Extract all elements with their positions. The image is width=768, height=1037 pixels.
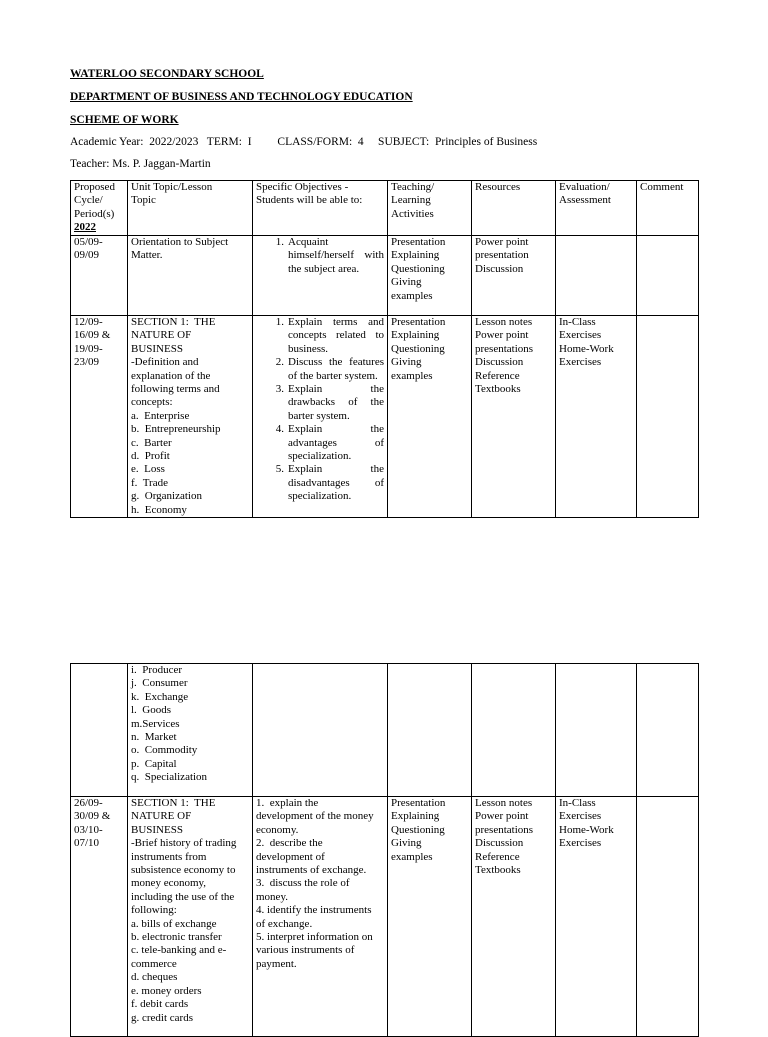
table-row (71, 797, 699, 1037)
comment-cell (637, 316, 699, 518)
evaluation-cell-line: In-Class (559, 797, 596, 809)
resources-cell (472, 236, 556, 316)
resources-cell-line: Lesson notes (475, 316, 533, 328)
topic-cell-line: -Definition and (131, 356, 199, 369)
objective-item (275, 383, 384, 423)
objective-text: Discuss the features of the barter system. (288, 356, 384, 382)
topic-cell-line: e. money orders (131, 984, 202, 997)
evaluation-cell (556, 316, 637, 518)
col-header-objectives: Specific Objectives - Students will be able to: (253, 181, 388, 236)
objectives-list (256, 316, 384, 504)
topic-cell-line: SECTION 1: THE (131, 316, 216, 328)
objective-item (275, 316, 384, 356)
objective-item (275, 356, 384, 383)
activities-cell-line: Giving (391, 837, 422, 850)
resources-cell-line: Textbooks (475, 864, 521, 877)
objective-number: 1. (275, 236, 284, 248)
objectives-cell-line: development of (256, 850, 325, 863)
topic-cell-line: k. Exchange (131, 690, 189, 703)
topic-cell-line: p. Capital (131, 757, 177, 770)
header-row (71, 181, 699, 236)
activities-cell (388, 316, 472, 518)
topic-cell-line: a. bills of exchange (131, 917, 217, 930)
activities-cell-line: Questioning (391, 823, 445, 836)
period-cell-line: 05/09- (74, 236, 103, 248)
objective-item (275, 463, 384, 503)
period-cell-line: 19/09- (74, 342, 103, 355)
topic-cell-line: d. cheques (131, 971, 178, 984)
evaluation-cell-line: Home-Work (559, 342, 614, 355)
objective-number: 1. (275, 316, 284, 328)
department-name: DEPARTMENT OF BUSINESS AND TECHNOLOGY EDUCATION (70, 91, 413, 103)
objective-text: Explain the disadvantages of specialization. (288, 463, 384, 503)
scheme-table-page1 (70, 180, 699, 518)
period-cell-line: 03/10- (74, 823, 103, 836)
resources-cell-line: Textbooks (475, 383, 521, 396)
year-label: 2022 (74, 221, 96, 234)
objectives-cell-line: 5. interpret information on (256, 931, 373, 944)
resources-cell (472, 316, 556, 518)
objective-text: Explain terms and concepts related to business. (288, 316, 384, 355)
topic-cell-line: money economy, (131, 877, 207, 890)
topic-cell-line: explanation of the (131, 369, 211, 382)
meta-line: Academic Year: 2022/2023 TERM: I CLASS/FORM: 4 SUBJECT: Principles of Business (70, 136, 538, 148)
resources-cell-line: presentations (475, 823, 534, 836)
topic-cell-line: b. electronic transfer (131, 931, 222, 944)
resources-cell-line: Lesson notes (475, 797, 533, 809)
period-cell-line: 16/09 & (74, 329, 111, 342)
topic-cell-line: e. Loss (131, 463, 165, 476)
objective-number: 2. (275, 356, 284, 369)
col-header-comment: Comment (637, 181, 699, 236)
table-row (71, 236, 699, 316)
objectives-cell-line: instruments of exchange. (256, 864, 367, 877)
objectives-cell-line: of exchange. (256, 917, 313, 930)
objective-text: Acquaint himself/herself with the subject area. (288, 236, 384, 275)
objective-number: 3. (275, 383, 284, 396)
objectives-cell-line: 3. discuss the role of (256, 877, 350, 890)
topic-cell-line: -Brief history of trading (131, 837, 237, 850)
objectives-cell-line: payment. (256, 957, 297, 970)
topic-cell-line: f. Trade (131, 476, 168, 489)
objectives-cell (253, 316, 388, 518)
activities-cell (388, 797, 472, 1037)
comment-cell (637, 797, 699, 1037)
topic-cell-line: following: (131, 904, 177, 917)
table-row (71, 316, 699, 518)
topic-cell-line: Orientation to Subject (131, 236, 229, 248)
scheme-table-page2 (70, 663, 699, 1037)
col-header-activities: Teaching/ Learning Activities (388, 181, 472, 236)
topic-cell-line: NATURE OF (131, 329, 192, 342)
activities-cell-line: Explaining (391, 249, 440, 262)
school-name: WATERLOO SECONDARY SCHOOL (70, 68, 264, 80)
resources-cell-line: Reference (475, 850, 520, 863)
topic-cell-line: l. Goods (131, 704, 172, 717)
objective-number: 5. (275, 463, 284, 476)
topic-cell-line: c. Barter (131, 436, 172, 449)
objectives-list (256, 236, 384, 276)
period-cell-line: 30/09 & (74, 810, 111, 823)
objective-item (275, 236, 384, 276)
period-cell-line: 09/09 (74, 249, 100, 262)
activities-cell-line: Questioning (391, 262, 445, 275)
activities-cell-line: Presentation (391, 797, 446, 809)
topic-cell-line: q. Specialization (131, 771, 208, 784)
topic-cell (128, 236, 253, 316)
col-header-topic: Unit Topic/Lesson Topic (128, 181, 253, 236)
topic-cell-line: BUSINESS (131, 342, 183, 355)
activities-cell-line: examples (391, 369, 433, 382)
topic-cell-line: d. Profit (131, 450, 170, 463)
topic-cell-line: o. Commodity (131, 744, 198, 757)
resources-cell-line: presentations (475, 342, 534, 355)
teacher-line: Teacher: Ms. P. Jaggan-Martin (70, 158, 211, 170)
topic-cell-line: f. debit cards (131, 998, 189, 1011)
resources-cell-line: Discussion (475, 262, 524, 275)
objective-text: Explain the advantages of specialization. (288, 423, 384, 463)
resources-cell-line: Power point (475, 329, 529, 342)
document-title: SCHEME OF WORK (70, 114, 179, 126)
resources-cell-line: Discussion (475, 837, 524, 850)
activities-cell-line: Presentation (391, 236, 446, 248)
evaluation-cell-line: In-Class (559, 316, 596, 328)
objectives-cell-line: economy. (256, 823, 299, 836)
topic-cell-line: subsistence economy to (131, 864, 236, 877)
topic-cell-line: g. credit cards (131, 1011, 193, 1024)
resources-cell-line: Reference (475, 369, 520, 382)
period-cell (71, 797, 128, 1037)
activities-cell-line: Questioning (391, 342, 445, 355)
topic-cell-line: NATURE OF (131, 810, 192, 823)
evaluation-cell-line: Exercises (559, 810, 602, 823)
topic-cell-line: g. Organization (131, 490, 202, 503)
objectives-cell-line: various instruments of (256, 944, 355, 957)
activities-cell-line: examples (391, 850, 433, 863)
activities-cell-line: examples (391, 289, 433, 302)
period-cell-line: 23/09 (74, 356, 100, 369)
objectives-cell (253, 664, 388, 797)
activities-cell-line: Explaining (391, 329, 440, 342)
resources-cell (472, 664, 556, 797)
topic-cell-line: b. Entrepreneurship (131, 423, 221, 436)
objectives-cell-line: money. (256, 890, 288, 903)
objectives-cell-line: 4. identify the instruments (256, 904, 372, 917)
objectives-cell (253, 797, 388, 1037)
topic-cell-line: m.Services (131, 717, 180, 730)
resources-cell-line: Power point (475, 810, 529, 823)
topic-cell-line: h. Economy (131, 503, 187, 516)
evaluation-cell (556, 236, 637, 316)
activities-cell-line: Explaining (391, 810, 440, 823)
resources-cell-line: presentation (475, 249, 529, 262)
resources-cell (472, 797, 556, 1037)
resources-cell-line: Power point (475, 236, 529, 248)
evaluation-cell-line: Exercises (559, 356, 602, 369)
evaluation-cell (556, 797, 637, 1037)
topic-cell-line: including the use of the (131, 890, 235, 903)
col-header-evaluation: Evaluation/ Assessment (556, 181, 637, 236)
col-header-period: Proposed Cycle/ Period(s) 2022 (71, 181, 128, 236)
topic-cell-line: SECTION 1: THE (131, 797, 216, 809)
objective-item (275, 423, 384, 463)
topic-cell-line: a. Enterprise (131, 409, 190, 422)
topic-cell-line: j. Consumer (131, 677, 188, 690)
evaluation-cell-line: Exercises (559, 837, 602, 850)
activities-cell-line: Giving (391, 276, 422, 289)
period-cell-line: 12/09- (74, 316, 103, 328)
comment-cell (637, 236, 699, 316)
topic-cell-line: instruments from (131, 850, 207, 863)
objective-text: Explain the drawbacks of the barter system. (288, 383, 384, 422)
topic-cell (128, 316, 253, 518)
col-header-resources: Resources (472, 181, 556, 236)
objectives-cell-line: 1. explain the (256, 797, 319, 809)
activities-cell (388, 236, 472, 316)
activities-cell-line: Presentation (391, 316, 446, 328)
topic-cell (128, 797, 253, 1037)
period-cell (71, 236, 128, 316)
objectives-cell-line: 2. describe the (256, 837, 323, 850)
period-cell (71, 316, 128, 518)
evaluation-cell-line: Exercises (559, 329, 602, 342)
comment-cell (637, 664, 699, 797)
activities-cell-line: Giving (391, 356, 422, 369)
topic-cell-line: commerce (131, 957, 177, 970)
period-cell (71, 664, 128, 797)
topic-cell-line: n. Market (131, 731, 177, 744)
period-cell-line: 26/09- (74, 797, 103, 809)
objective-number: 4. (275, 423, 284, 436)
objectives-cell (253, 236, 388, 316)
evaluation-cell-line: Home-Work (559, 823, 614, 836)
evaluation-cell (556, 664, 637, 797)
topic-cell (128, 664, 253, 797)
resources-cell-line: Discussion (475, 356, 524, 369)
topic-cell-line: Matter. (131, 249, 163, 262)
table-row (71, 664, 699, 797)
topic-cell-line: c. tele-banking and e- (131, 944, 227, 957)
topic-cell-line: i. Producer (131, 664, 183, 676)
period-cell-line: 07/10 (74, 837, 100, 850)
topic-cell-line: concepts: (131, 396, 173, 409)
topic-cell-line: following terms and (131, 383, 220, 396)
topic-cell-line: BUSINESS (131, 823, 183, 836)
activities-cell (388, 664, 472, 797)
objectives-cell-line: development of the money (256, 810, 374, 823)
